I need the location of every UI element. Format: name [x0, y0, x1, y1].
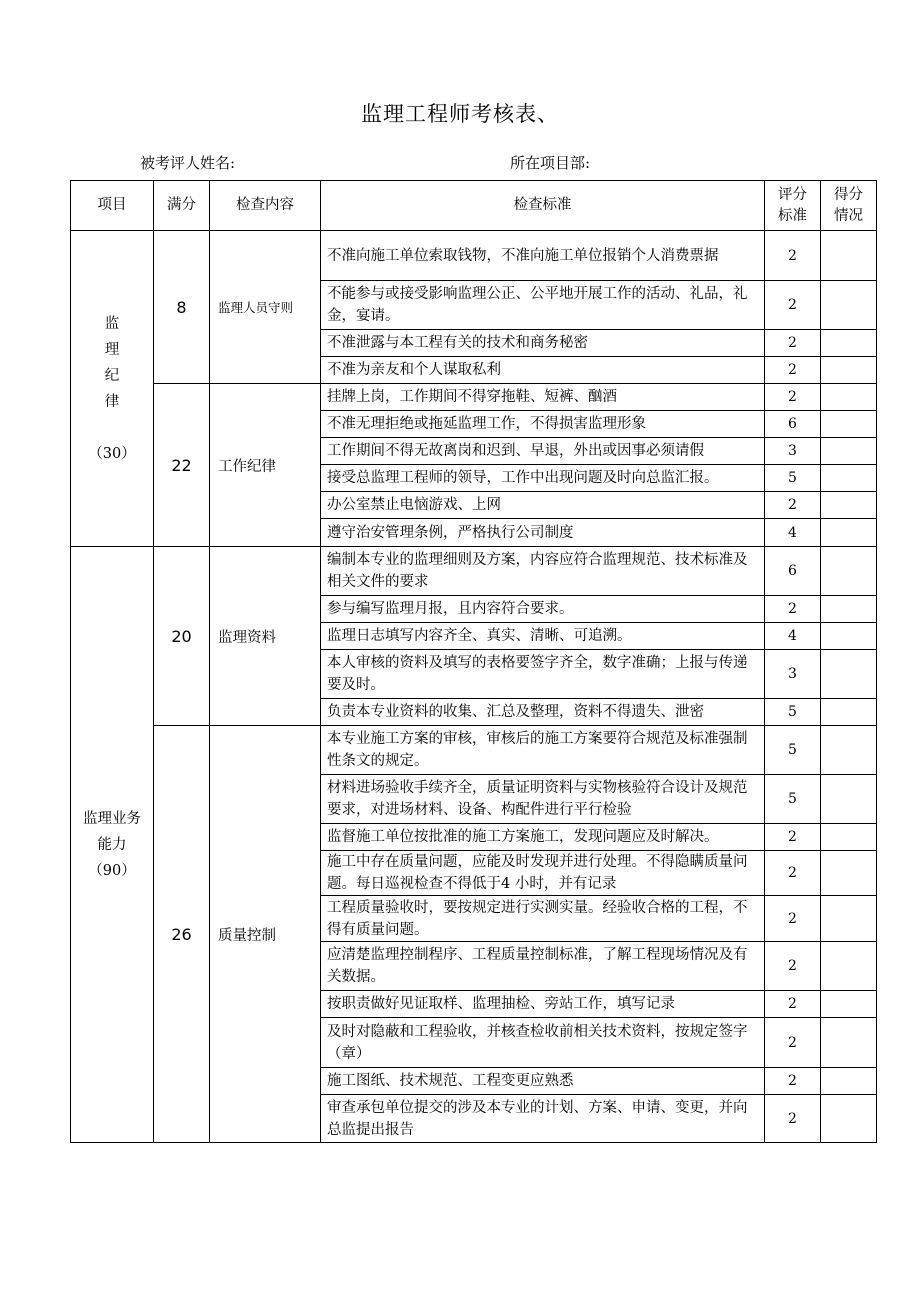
standard-cell: 本专业施工方案的审核，审核后的施工方案要符合规范及标准强制性条文的规定。: [321, 726, 765, 775]
group-full-score: 8: [154, 231, 210, 384]
score-obtained-cell[interactable]: [821, 824, 877, 851]
score-standard-cell: 4: [765, 623, 821, 650]
score-standard-cell: 2: [765, 281, 821, 330]
standard-cell: 按职责做好见证取样、监理抽检、旁站工作，填写记录: [321, 991, 765, 1018]
score-obtained-cell[interactable]: [821, 492, 877, 519]
standard-cell: 审查承包单位提交的涉及本专业的计划、方案、申请、变更，并向总监提出报告: [321, 1095, 765, 1143]
score-standard-cell: 2: [765, 384, 821, 411]
standard-cell: 及时对隐蔽和工程验收，并核查检收前相关技术资料，按规定签字（章）: [321, 1018, 765, 1068]
score-obtained-cell[interactable]: [821, 438, 877, 465]
score-obtained-cell[interactable]: [821, 726, 877, 775]
score-obtained-cell[interactable]: [821, 699, 877, 726]
assessment-table: [70, 180, 877, 1143]
score-standard-cell: 2: [765, 942, 821, 991]
standard-cell: 遵守治安管理条例，严格执行公司制度: [321, 519, 765, 547]
score-obtained-cell[interactable]: [821, 1095, 877, 1143]
score-obtained-cell[interactable]: [821, 1068, 877, 1095]
standard-cell: 监督施工单位按批准的施工方案施工，发现问题应及时解决。: [321, 824, 765, 851]
score-standard-cell: 2: [765, 231, 821, 281]
score-obtained-cell[interactable]: [821, 519, 877, 547]
group-full-score: 26: [154, 726, 210, 1143]
score-standard-cell: 2: [765, 1068, 821, 1095]
score-standard-cell: 6: [765, 547, 821, 596]
score-standard-cell: 2: [765, 357, 821, 384]
score-standard-cell: 6: [765, 411, 821, 438]
group-check-content: 监理资料: [210, 547, 321, 726]
standard-cell: 接受总监理工程师的领导，工作中出现问题及时向总监汇报。: [321, 465, 765, 492]
score-standard-cell: 2: [765, 492, 821, 519]
standard-cell: 本人审核的资料及填写的表格要签字齐全，数字准确；上报与传递要及时。: [321, 650, 765, 699]
standard-cell: 不准无理拒绝或拖延监理工作，不得损害监理形象: [321, 411, 765, 438]
score-standard-cell: 5: [765, 726, 821, 775]
standard-cell: 不准为亲友和个人谋取私利: [321, 357, 765, 384]
score-standard-cell: 3: [765, 438, 821, 465]
group-check-content: 质量控制: [210, 726, 321, 1143]
score-obtained-cell[interactable]: [821, 465, 877, 492]
standard-cell: 编制本专业的监理细则及方案，内容应符合监理规范、技术标准及相关文件的要求: [321, 547, 765, 596]
score-obtained-cell[interactable]: [821, 411, 877, 438]
standard-cell: 工程质量验收时，要按规定进行实测实量。经验收合格的工程，不得有质量问题。: [321, 896, 765, 942]
score-standard-cell: 5: [765, 699, 821, 726]
standard-cell: 办公室禁止电恼游戏、上网: [321, 492, 765, 519]
score-standard-cell: 4: [765, 519, 821, 547]
project-department-label: 所在项目部:: [510, 154, 591, 172]
score-obtained-cell[interactable]: [821, 991, 877, 1018]
header-score-obtained: 得分 情况: [821, 181, 877, 231]
table-row: [71, 231, 877, 281]
category-ability: 监理业务 能力 （90）: [71, 547, 154, 1143]
table-header-row: [71, 181, 877, 231]
score-standard-cell: 3: [765, 650, 821, 699]
score-obtained-cell[interactable]: [821, 623, 877, 650]
score-standard-cell: 2: [765, 330, 821, 357]
score-standard-cell: 5: [765, 775, 821, 824]
standard-cell: 应清楚监理控制程序、工程质量控制标准，了解工程现场情况及有关数据。: [321, 942, 765, 991]
page-title: 监理工程师考核表、: [361, 102, 559, 126]
group-full-score: 20: [154, 547, 210, 726]
header-score-standard: 评分 标准: [765, 181, 821, 231]
score-standard-cell: 5: [765, 465, 821, 492]
score-standard-cell: 2: [765, 991, 821, 1018]
examinee-name-label: 被考评人姓名:: [140, 154, 236, 172]
table-row: [71, 726, 877, 775]
table-row: [71, 384, 877, 411]
score-standard-cell: 2: [765, 824, 821, 851]
score-obtained-cell[interactable]: [821, 851, 877, 896]
score-obtained-cell[interactable]: [821, 357, 877, 384]
score-obtained-cell[interactable]: [821, 281, 877, 330]
group-check-content: 监理人员守则: [210, 231, 321, 384]
score-obtained-cell[interactable]: [821, 231, 877, 281]
standard-cell: 参与编写监理月报，且内容符合要求。: [321, 596, 765, 623]
score-obtained-cell[interactable]: [821, 384, 877, 411]
standard-cell: 施工图纸、技术规范、工程变更应熟悉: [321, 1068, 765, 1095]
score-obtained-cell[interactable]: [821, 547, 877, 596]
header-check-standard: 检查标准: [321, 181, 765, 231]
score-obtained-cell[interactable]: [821, 942, 877, 991]
score-standard-cell: 2: [765, 1095, 821, 1143]
category-discipline: 监 理 纪 律 （30）: [71, 231, 154, 547]
score-obtained-cell[interactable]: [821, 896, 877, 942]
score-obtained-cell[interactable]: [821, 330, 877, 357]
group-full-score: 22: [154, 384, 210, 547]
score-standard-cell: 2: [765, 896, 821, 942]
standard-cell: 监理日志填写内容齐全、真实、清晰、可追溯。: [321, 623, 765, 650]
header-full-score: 满分: [154, 181, 210, 231]
score-obtained-cell[interactable]: [821, 650, 877, 699]
score-obtained-cell[interactable]: [821, 1018, 877, 1068]
standard-cell: 施工中存在质量问题，应能及时发现并进行处理。不得隐瞒质量问题。每日巡视检查不得低于4 小时，并有记录: [321, 851, 765, 896]
standard-cell: 负责本专业资料的收集、汇总及整理，资料不得遗失、泄密: [321, 699, 765, 726]
score-standard-cell: 2: [765, 596, 821, 623]
standard-cell: 材料进场验收手续齐全，质量证明资料与实物核验符合设计及规范要求，对进场材料、设备、构配件进行平行检验: [321, 775, 765, 824]
table-row: [71, 547, 877, 596]
group-check-content: 工作纪律: [210, 384, 321, 547]
score-standard-cell: 2: [765, 851, 821, 896]
standard-cell: 工作期间不得无故离岗和迟到、早退，外出或因事必须请假: [321, 438, 765, 465]
standard-cell: 挂牌上岗，工作期间不得穿拖鞋、短裤、酗酒: [321, 384, 765, 411]
standard-cell: 不准泄露与本工程有关的技术和商务秘密: [321, 330, 765, 357]
header-check-content: 检查内容: [210, 181, 321, 231]
score-obtained-cell[interactable]: [821, 596, 877, 623]
standard-cell: 不能参与或接受影响监理公正、公平地开展工作的活动、礼品，礼金，宴请。: [321, 281, 765, 330]
standard-cell: 不准向施工单位索取钱物，不准向施工单位报销个人消费票据: [321, 231, 765, 281]
score-standard-cell: 2: [765, 1018, 821, 1068]
header-item: 项目: [71, 181, 154, 231]
score-obtained-cell[interactable]: [821, 775, 877, 824]
